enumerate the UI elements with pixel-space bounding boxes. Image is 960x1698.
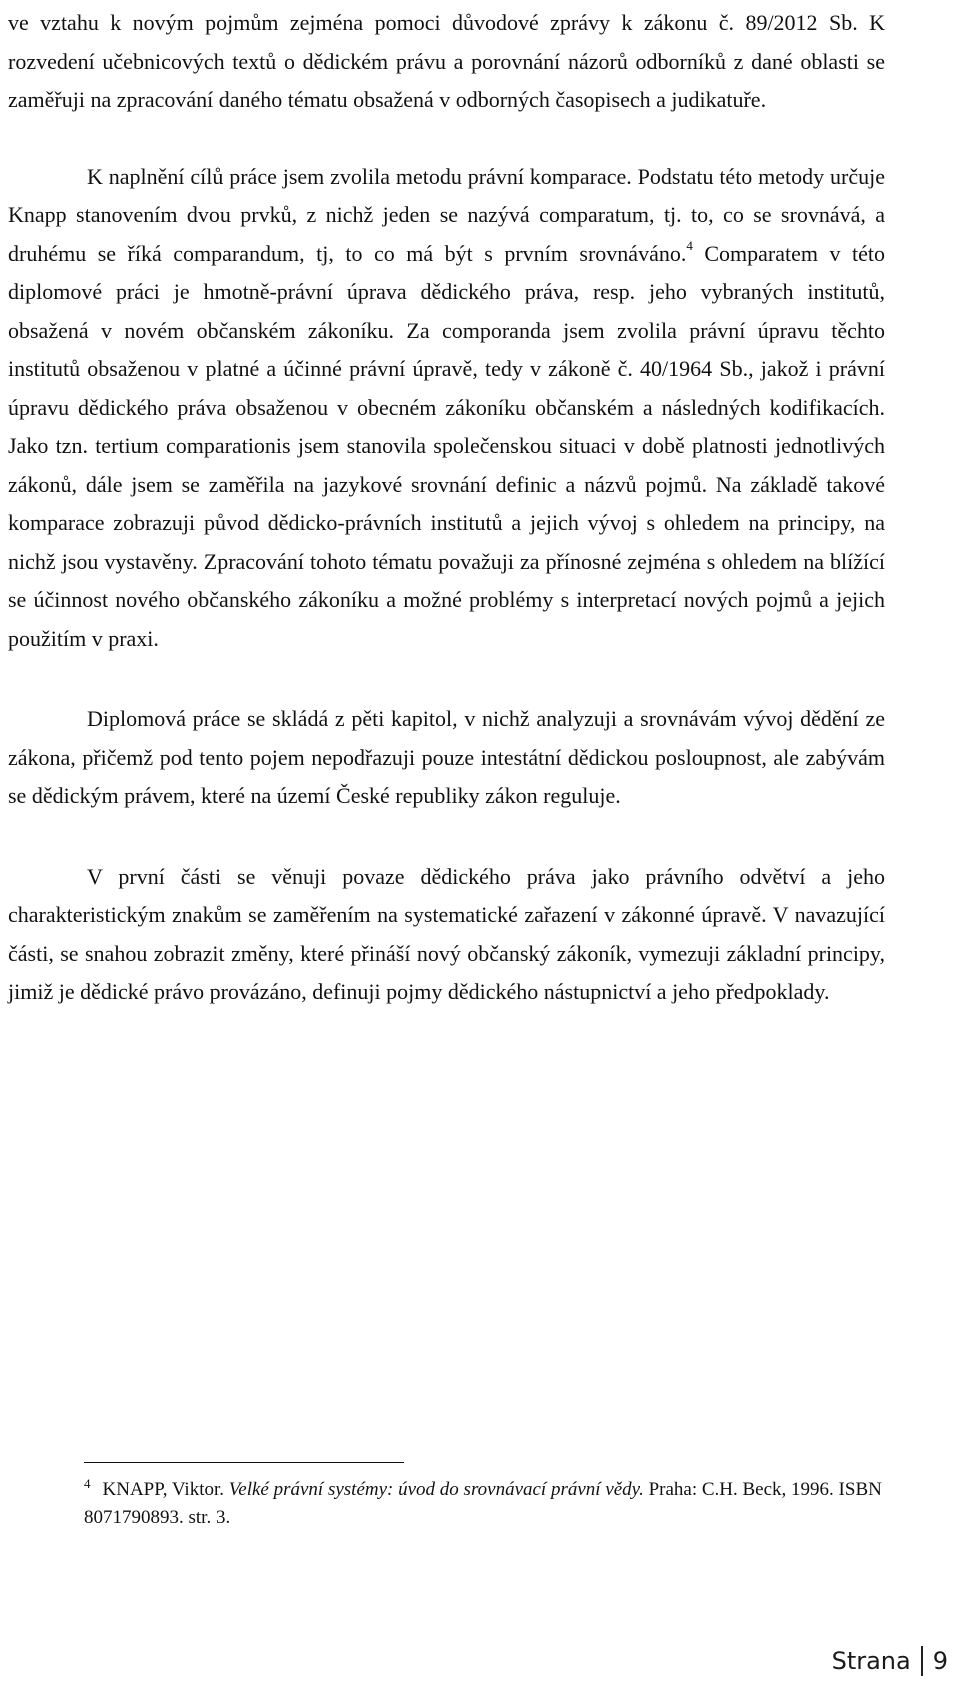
footnote-title: Velké právní systémy: úvod do srovnávací právní vědy. <box>228 1479 644 1500</box>
paragraph-2 <box>8 158 885 659</box>
paragraph-2-part-b: Comparatem v této diplomové práci je hmotně-právní úprava dědického práva, resp. jeho vybraných institutů, obsažená v novém občanském zákoníku. Za comporanda jsem zvolila právní úpravu těchto institutů obsaženou v platné a účinné právní úpravě, tedy v zákoně č. 40/1964 Sb., jakož i právní úpravu dědického práva obsaženou v obecném zákoníku občanském a následných kodifikacích. Jako tzn. tertium comparationis jsem stanovila společenskou situaci v době platnosti jednotlivých zákonů, dále jsem se zaměřila na jazykové srovnání definic a názvů pojmů. Na základě takové komparace zobrazuji původ dědicko-právních institutů a jejich vývoj s ohledem na principy, na nichž jsou vystavěny. Zpracování tohoto tématu považuji za přínosné zejména s ohledem na blížící se účinnost nového občanského zákoníku a možné problémy s interpretací nových pojmů a jejich použitím v praxi. <box>8 240 886 651</box>
footer-divider <box>921 1646 923 1676</box>
footnote-separator <box>84 1462 404 1463</box>
footnote-number: 4 <box>84 1475 91 1491</box>
footnote <box>84 1476 884 1532</box>
footnote-publication: Praha: C.H. Beck, 1996. ISBN 8071790893. str. 3. <box>84 1479 882 1528</box>
paragraph-2-part-a: K naplnění cílů práce jsem zvolila metodu právní komparace. Podstatu této metody určuje Knapp stanovením dvou prvků, z nichž jeden se nazývá comparatum, tj. to, co se srovnává, a druhému se říká comparandum, tj, to co má být s prvním srovnáváno. <box>8 163 885 266</box>
footnote-author: KNAPP, Viktor. <box>102 1479 225 1500</box>
page-label: Strana <box>831 1647 911 1675</box>
paragraph-3: Diplomová práce se skládá z pěti kapitol, v nichž analyzuji a srovnávám vývoj dědění ze zákona, přičemž pod tento pojem nepodřazuji pouze intestátní dědickou posloupnost, ale zabývám se dědickým právem, které na území České republiky zákon reguluje. <box>8 706 885 808</box>
footnote-reference: 4 <box>686 238 693 254</box>
page-footer <box>832 1646 948 1676</box>
page-number: 9 <box>932 1647 948 1675</box>
paragraph-1: ve vztahu k novým pojmům zejména pomoci důvodové zprávy k zákonu č. 89/2012 Sb. K rozvedení učebnicových textů o dědickém právu a porovnání názorů odborníků z dané oblasti se zaměřuji na zpracování daného tématu obsažená v odborných časopisech a judikatuře. <box>8 10 885 112</box>
body-text <box>8 4 885 1012</box>
paragraph-4: V první části se věnuji povaze dědického práva jako právního odvětví a jeho charakteristickým znakům se zaměřením na systematické zařazení v zákonné úpravě. V navazující části, se snahou zobrazit změny, které přináší nový občanský zákoník, vymezuji základní principy, jimiž je dědické právo provázáno, definuji pojmy dědického nástupnictví a jeho předpoklady. <box>8 863 885 1004</box>
